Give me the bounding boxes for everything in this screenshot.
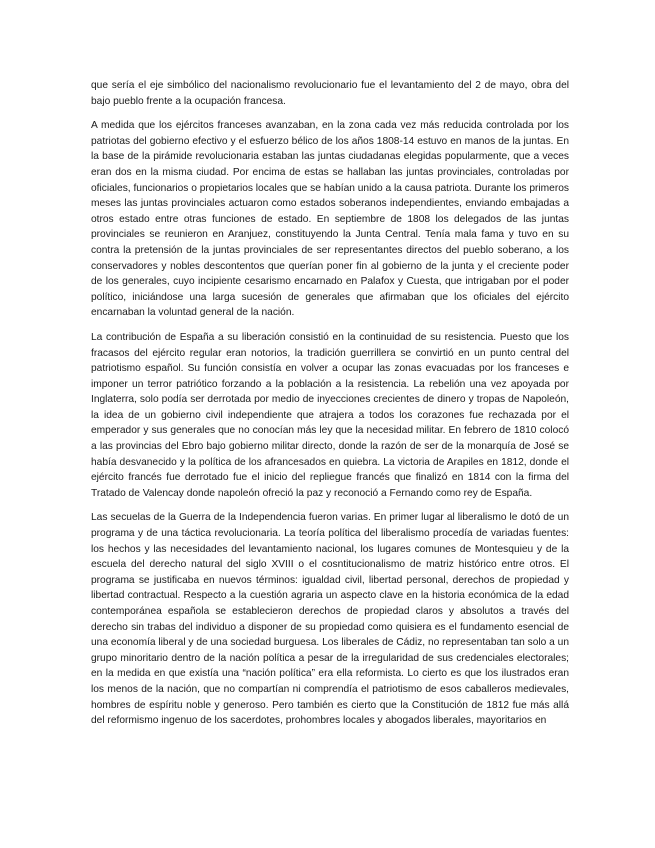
document-page (91, 78, 569, 738)
paragraph-3: La contribución de España a su liberación consistió en la continuidad de su resistencia. Puesto que los fracasos del ejército regular eran notorios, la tradición guerrillera se convirtió en un punto central del patriotismo español. Su función consistía en volver a ocupar las zonas evacuadas por los franceses e imponer un terror patriótico forzando a la población a la resistencia. La rebelión una vez apoyada por Inglaterra, solo podía ser derrotada por medio de inyecciones crecientes de dinero y tropas de Napoleón, la idea de un gobierno civil independiente que atrajera a todos los corazones fue rechazada por el emperador y sus generales que no conocían más ley que la necesidad militar. En febrero de 1810 colocó a las provincias del Ebro bajo gobierno militar directo, donde la razón de ser de la monarquía de José se había desvanecido y la política de los afrancesados en quiebra. La victoria de Arapiles en 1812, donde el ejército francés fue derrotado fue el inicio del repliegue francés que finalizó en 1814 con la firma del Tratado de Valencay donde napoleón ofreció la paz y reconoció a Fernando como rey de España. (91, 331, 569, 499)
paragraph-4: Las secuelas de la Guerra de la Independencia fueron varias. En primer lugar al liberalismo le dotó de un programa y de una táctica revolucionaria. La teoría política del liberalismo procedía de variadas fuentes: los hechos y las necesidades del levantamiento nacional, los lugares comunes de Montesquieu y de la escuela del derecho natural del siglo XVIII o el cosntitucionalismo de matriz histórico entre otros. El programa se justificaba en nuevos términos: igualdad civil, libertad personal, derechos de propiedad y libertad contractual. Respecto a la cuestión agraria un aspecto clave en la historia económica de la edad contemporánea española se establecieron derechos de propiedad claros y absolutos a través del derecho sin trabas del individuo a disponer de su propiedad como quisiera es el fundamento esencial de una economía liberal y de una sociedad burguesa. Los liberales de Cádiz, no representaban tan solo a un grupo minoritario dentro de la nación política a pesar de la irregularidad de sus credenciales electorales; en la medida en que existía una “nación política” era ella reformista. Lo cierto es que los ilustrados eran los menos de la nación, que no compartían ni comprendía el patriotismo de esos caballeros medievales, hombres de espíritu noble y generoso. Pero también es cierto que la Constitución de 1812 fue más allá del reformismo ingenuo de los sacerdotes, prohombres locales y abogados liberales, mayoritarios en (91, 512, 570, 727)
paragraph-1: que sería el eje simbólico del nacionalismo revolucionario fue el levantamiento del 2 de mayo, obra del bajo pueblo frente a la ocupación francesa. (91, 80, 569, 107)
paragraph-2: A medida que los ejércitos franceses avanzaban, en la zona cada vez más reducida controlada por los patriotas del gobierno efectivo y el esfuerzo bélico de los años 1808-14 estuvo en manos de la juntas. En la base de la pirámide revolucionaria estaban las juntas ciudadanas elegidas popularmente, que a veces eran dos en la misma ciudad. Por encima de estas se hallaban las juntas provinciales, controladas por oficiales, funcionarios o propietarios locales que se habían unido a la causa patriota. Durante los primeros meses las juntas provinciales actuaron como estados soberanos independientes, enviando embajadas a otros estado entre otras funciones de estado. En septiembre de 1808 los delegados de las juntas provinciales se reunieron en Aranjuez, constituyendo la Junta Central. Tenía mala fama y tuvo en su contra la pretensión de la juntas provinciales de ser representantes directos del pueblo soberano, a los conservadores y nobles descontentos que querían poner fin al gobierno de la junta y el creciente poder de los generales, cuyo incipiente cesarismo encarnado en Palafox y Cuesta, que intrigaban por el poder político, iniciándose una larga sucesión de generales que afirmaban que los oficiales del ejército encarnaban la voluntad general de la nación. (91, 120, 569, 319)
